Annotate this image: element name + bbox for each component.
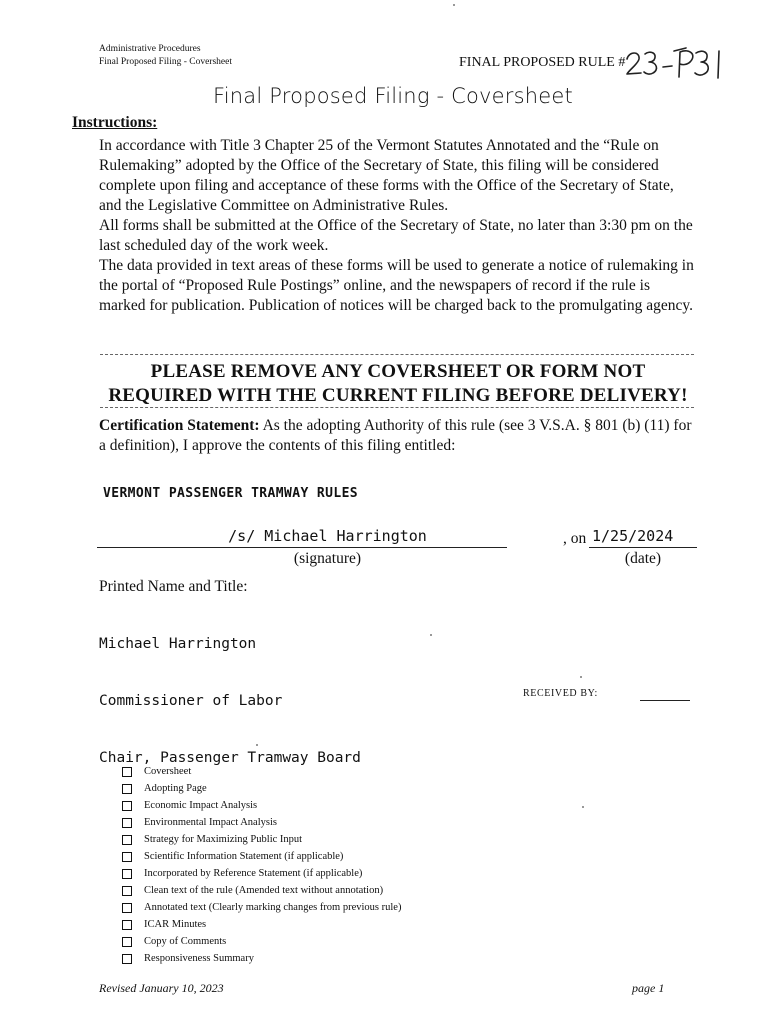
date-value: 1/25/2024 [592,527,674,545]
checklist-item[interactable] [122,950,401,967]
checkbox-icon[interactable] [122,835,132,845]
checkbox-icon[interactable] [122,954,132,964]
checklist-item[interactable] [122,780,401,797]
printed-title: Chair, Passenger Tramway Board [99,750,361,766]
notice-line: PLEASE REMOVE ANY COVERSHEET OR FORM NOT [150,361,646,382]
divider [100,407,694,408]
instructions-paragraph: The data provided in text areas of these forms will be used to generate a notice of rulemaking in the portal of “Proposed Rule Postings” online, and the newspapers of record if the rule is marked for publication. Publication of notices will be charged back to the promulgating agency. [99,257,694,314]
certification-statement [99,416,699,456]
checklist-item[interactable] [122,831,401,848]
rule-number-label: FINAL PROPOSED RULE # [459,55,626,70]
checklist-item[interactable] [122,848,401,865]
checklist-label: Clean text of the rule (Amended text without annotation) [144,885,384,896]
checklist-label: Strategy for Maximizing Public Input [144,834,303,845]
checkbox-icon[interactable] [122,869,132,879]
scan-speck [430,634,432,636]
printed-name-label: Printed Name and Title: [99,578,248,595]
scan-speck [582,806,584,808]
checklist-item[interactable] [122,899,401,916]
checklist-item[interactable] [122,933,401,950]
received-by-line [640,700,690,701]
header-procedures: Administrative Procedures [99,44,201,54]
checkbox-icon[interactable] [122,767,132,777]
checklist-item[interactable] [122,882,401,899]
date-label: (date) [624,550,662,567]
signature-value: /s/ Michael Harrington [228,527,427,545]
checklist-item[interactable] [122,814,401,831]
checkbox-icon[interactable] [122,920,132,930]
checklist-label: Adopting Page [144,783,207,794]
printed-title: Commissioner of Labor [99,693,283,709]
header-left [99,43,232,69]
checklist-item[interactable] [122,763,401,780]
checklist-label: ICAR Minutes [144,919,207,930]
checklist-label: Responsiveness Summary [144,953,254,964]
checkbox-icon[interactable] [122,852,132,862]
instructions-paragraph: All forms shall be submitted at the Office of the Secretary of State, no later than 3:30 pm on the last scheduled day of the work week. [99,217,693,254]
document-checklist [122,763,401,967]
notice-line: REQUIRED WITH THE CURRENT FILING BEFORE DELIVERY! [108,385,688,406]
divider [100,354,694,355]
revision-date: Revised January 10, 2023 [99,981,224,995]
printed-name-block [99,597,361,787]
instructions-paragraph: In accordance with Title 3 Chapter 25 of the Vermont Statutes Annotated and the “Rule on Rulemaking” adopted by the Office of the Secretary of State, this filing will be considered complete upon filing and acceptance of these forms with the Office of the Secretary of State, and the Legislative Committee on Administrative Rules. [99,137,674,214]
instructions-heading: Instructions: [72,114,158,131]
header-doc-name: Final Proposed Filing - Coversheet [99,57,232,67]
checklist-item[interactable] [122,797,401,814]
on-word: , on [563,530,587,547]
certification-text: As the adopting Authority of this rule (see 3 V.S.A. § 801 (b) (11) for a definition), I approve the contents of this filing entitled: [99,417,692,454]
instructions-body [99,136,699,316]
signature-label: (signature) [293,550,362,567]
signature-line [97,547,507,548]
checklist-label: Copy of Comments [144,936,227,947]
date-line [589,547,697,548]
checkbox-icon[interactable] [122,903,132,913]
checkbox-icon[interactable] [122,784,132,794]
certification-label: Certification Statement: [99,417,260,434]
checklist-label: Annotated text (Clearly marking changes from previous rule) [144,902,402,913]
checklist-item[interactable] [122,865,401,882]
page-title: Final Proposed Filing - Coversheet [213,84,573,108]
checklist-label: Coversheet [144,766,192,777]
rule-title: VERMONT PASSENGER TRAMWAY RULES [103,486,359,501]
checklist-label: Incorporated by Reference Statement (if applicable) [144,868,363,879]
checklist-label: Economic Impact Analysis [144,800,258,811]
removal-notice [96,360,700,408]
checklist-label: Environmental Impact Analysis [144,817,277,828]
page-number: page 1 [632,981,665,995]
printed-name: Michael Harrington [99,636,257,652]
checklist-item[interactable] [122,916,401,933]
checkbox-icon[interactable] [122,818,132,828]
scan-speck [453,4,455,6]
scan-speck [580,676,582,678]
checklist-label: Scientific Information Statement (if applicable) [144,851,344,862]
checkbox-icon[interactable] [122,801,132,811]
received-by-label: RECEIVED BY: [523,688,598,699]
checkbox-icon[interactable] [122,886,132,896]
handwritten-rule-number [624,45,734,81]
scan-speck [256,744,258,746]
checkbox-icon[interactable] [122,937,132,947]
